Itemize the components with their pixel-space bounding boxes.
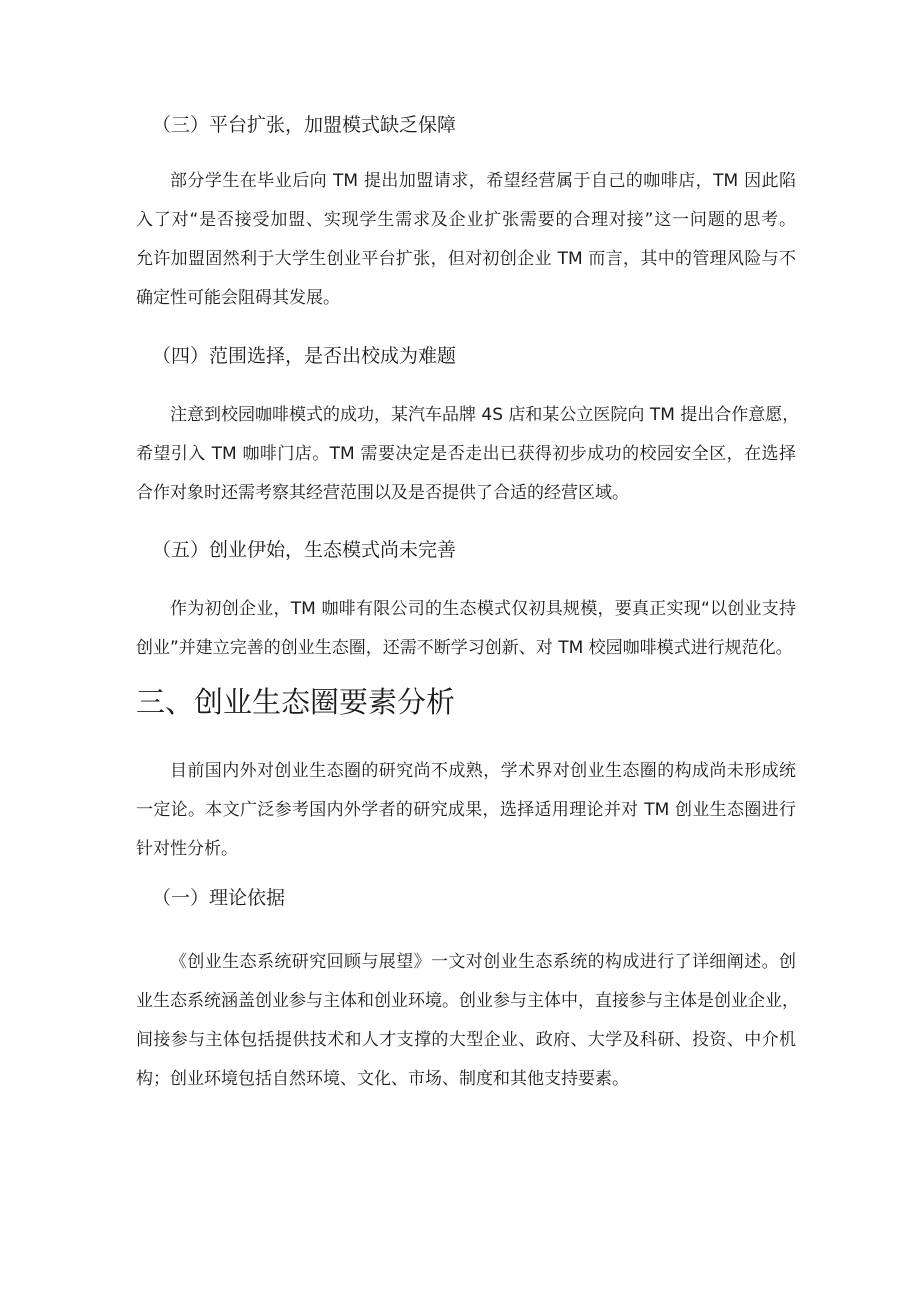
paragraph-line: 确定性可能会阻碍其发展。 (136, 288, 340, 308)
subheading-platform-expansion: （三）平台扩张，加盟模式缺乏保障 (152, 114, 457, 136)
paragraph-ecosystem (136, 590, 796, 668)
paragraph-line: 允许加盟固然利于大学生创业平台扩张，但对初创企业 TM 而言，其中的管理风险与不 (136, 249, 796, 269)
paragraph-line: 《创业生态系统研究回顾与展望》一文对创业生态系统的构成进行了详细阐述。创 (170, 952, 796, 972)
paragraph-line: 入了对“是否接受加盟、实现学生需求及企业扩张需要的合理对接”这一问题的思考。 (136, 210, 796, 230)
paragraph-line: 创业”并建立完善的创业生态圈，还需不断学习创新、对 TM 校园咖啡模式进行规范化。 (136, 638, 793, 658)
subheading-ecosystem-model: （五）创业伊始，生态模式尚未完善 (152, 539, 457, 561)
paragraph-intro (136, 752, 796, 869)
paragraph-line: 间接参与主体包括提供技术和人才支撑的大型企业、政府、大学及科研、投资、中介机 (136, 1030, 796, 1050)
paragraph-line: 希望引入 TM 咖啡门店。TM 需要决定是否走出已获得初步成功的校园安全区，在选择 (136, 444, 796, 464)
paragraph-line: 合作对象时还需考察其经营范围以及是否提供了合适的经营区域。 (136, 483, 629, 503)
paragraph-line: 一定论。本文广泛参考国内外学者的研究成果，选择适用理论并对 TM 创业生态圈进行 (136, 800, 796, 820)
subheading-scope-selection: （四）范围选择，是否出校成为难题 (152, 345, 457, 367)
paragraph-line: 构；创业环境包括自然环境、文化、市场、制度和其他支持要素。 (136, 1069, 629, 1089)
paragraph-theory (136, 943, 799, 1099)
paragraph-line: 业生态系统涵盖创业参与主体和创业环境。创业参与主体中，直接参与主体是创业企业， (136, 991, 799, 1011)
paragraph-scope (136, 396, 800, 513)
paragraph-line: 作为初创企业，TM 咖啡有限公司的生态模式仅初具规模，要真正实现“以创业支持 (170, 599, 796, 619)
paragraph-line: 针对性分析。 (136, 839, 238, 859)
subheading-theoretical-basis: （一）理论依据 (152, 887, 286, 909)
paragraph-franchise (136, 162, 796, 318)
paragraph-line: 目前国内外对创业生态圈的研究尚不成熟，学术界对创业生态圈的构成尚未形成统 (170, 761, 796, 781)
section-title-ecosystem-elements: 三、创业生态圈要素分析 (136, 685, 456, 719)
paragraph-line: 注意到校园咖啡模式的成功，某汽车品牌 4S 店和某公立医院向 TM 提出合作意愿， (170, 405, 800, 425)
paragraph-line: 部分学生在毕业后向 TM 提出加盟请求，希望经营属于自己的咖啡店，TM 因此陷 (170, 171, 796, 191)
